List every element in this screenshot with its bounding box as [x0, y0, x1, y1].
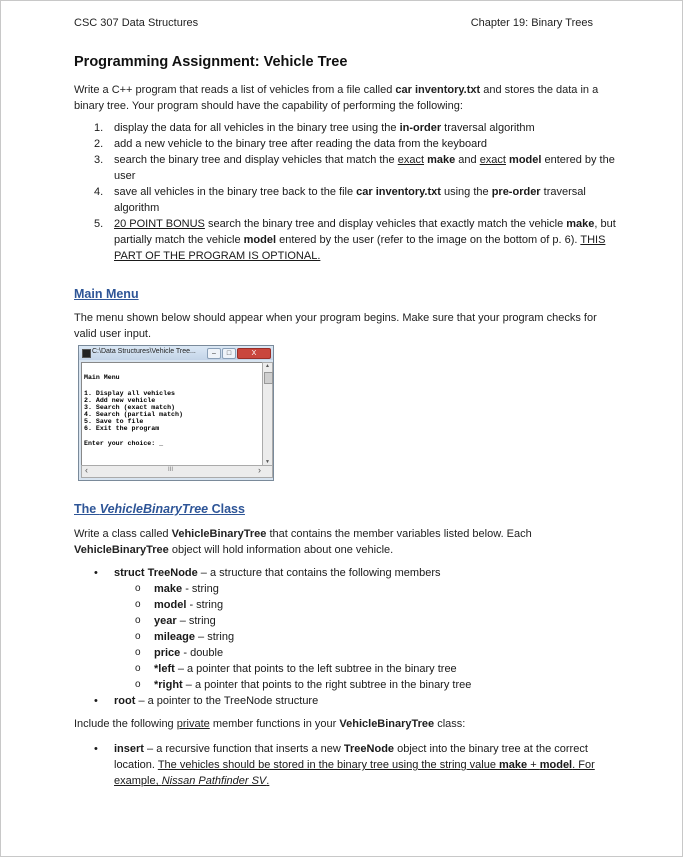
console-option-1: 1. Display all vehicles	[84, 390, 176, 397]
class-section-heading: The VehicleBinaryTree Class	[74, 502, 245, 516]
console-option-4: 4. Search (partial match)	[84, 411, 183, 418]
console-vertical-scrollbar[interactable]	[262, 362, 273, 466]
maximize-button[interactable]: □	[222, 348, 236, 359]
main-menu-heading: Main Menu	[74, 287, 139, 301]
field-year: o year – string	[135, 615, 216, 627]
console-titlebar	[79, 346, 273, 360]
intro-paragraph: Write a C++ program that reads a list of vehicles from a file called car inventory.txt and stores the data in a binary tree. Your program should have the capability of performing the following:	[74, 84, 599, 112]
requirement-2: 2. add a new vehicle to the binary tree after reading the data from the keyboard	[94, 138, 488, 150]
header-course: CSC 307 Data Structures	[74, 17, 199, 29]
field-price: o price - double	[135, 647, 224, 659]
console-window	[78, 345, 274, 481]
scroll-down-icon[interactable]: ▼	[265, 459, 270, 465]
private-functions-intro: Include the following private member functions in your VehicleBinaryTree class:	[74, 718, 466, 730]
requirement-3: 3. search the binary tree and display vehicles that match the exact make and exact model entered by the user	[94, 154, 615, 182]
main-menu-description: The menu shown below should appear when your program begins. Make sure that your program checks for valid user input.	[74, 312, 597, 340]
field-mileage: o mileage – string	[135, 631, 235, 643]
requirement-5: 5. 20 POINT BONUS search the binary tree and display vehicles that exactly match the vehicle make, but partially match the vehicle model entered by the user (refer to the image on the bottom of p. 6). THIS PART OF THE PROGRAM IS OPTIONAL.	[94, 218, 616, 262]
scroll-right-icon[interactable]: ›	[258, 465, 261, 475]
field-right: o *right – a pointer that points to the right subtree in the binary tree	[135, 679, 472, 691]
class-description: Write a class called VehicleBinaryTree that contains the member variables listed below. Each VehicleBinaryTree object will hold information about one vehicle.	[74, 528, 532, 556]
scroll-left-icon[interactable]: ‹	[85, 465, 88, 475]
member-treenode: • struct TreeNode – a structure that contains the following members	[94, 567, 441, 579]
member-root: • root – a pointer to the TreeNode structure	[94, 695, 319, 707]
requirements-list	[74, 120, 619, 264]
member-list	[74, 565, 619, 709]
console-prompt: Enter your choice: _	[84, 440, 164, 447]
function-insert: • insert – a recursive function that inserts a new TreeNode object into the binary tree at the correct location. The vehicles should be stored in the binary tree using the string value make + model. For example, Nissan Pathfinder SV.	[94, 743, 595, 787]
console-app-icon	[82, 349, 91, 358]
close-button[interactable]: X	[237, 348, 271, 359]
console-option-5: 5. Save to file	[84, 418, 144, 425]
page-title: Programming Assignment: Vehicle Tree	[74, 54, 348, 70]
console-horizontal-scrollbar[interactable]	[81, 465, 273, 478]
requirement-4: 4. save all vehicles in the binary tree back to the file car inventory.txt using the pre-order traversal algorithm	[94, 186, 586, 214]
private-function-list	[74, 741, 619, 789]
field-model: o model - string	[135, 599, 224, 611]
console-option-3: 3. Search (exact match)	[84, 404, 176, 411]
requirement-1: 1. display the data for all vehicles in the binary tree using the in-order traversal algorithm	[94, 122, 535, 134]
scroll-thumb-grip[interactable]: III	[168, 467, 174, 473]
field-make: o make - string	[135, 583, 219, 595]
console-option-2: 2. Add new vehicle	[84, 397, 156, 404]
scroll-thumb[interactable]	[264, 372, 273, 384]
console-screen	[81, 362, 263, 466]
console-option-6: 6. Exit the program	[84, 425, 160, 432]
minimize-button[interactable]: –	[207, 348, 221, 359]
scroll-up-icon[interactable]: ▲	[265, 363, 270, 369]
console-title: C:\Data Structures\Vehicle Tree...	[92, 348, 196, 355]
field-left: o *left – a pointer that points to the left subtree in the binary tree	[135, 663, 457, 675]
console-menu-title: Main Menu	[84, 374, 120, 381]
header-chapter: Chapter 19: Binary Trees	[470, 17, 593, 29]
